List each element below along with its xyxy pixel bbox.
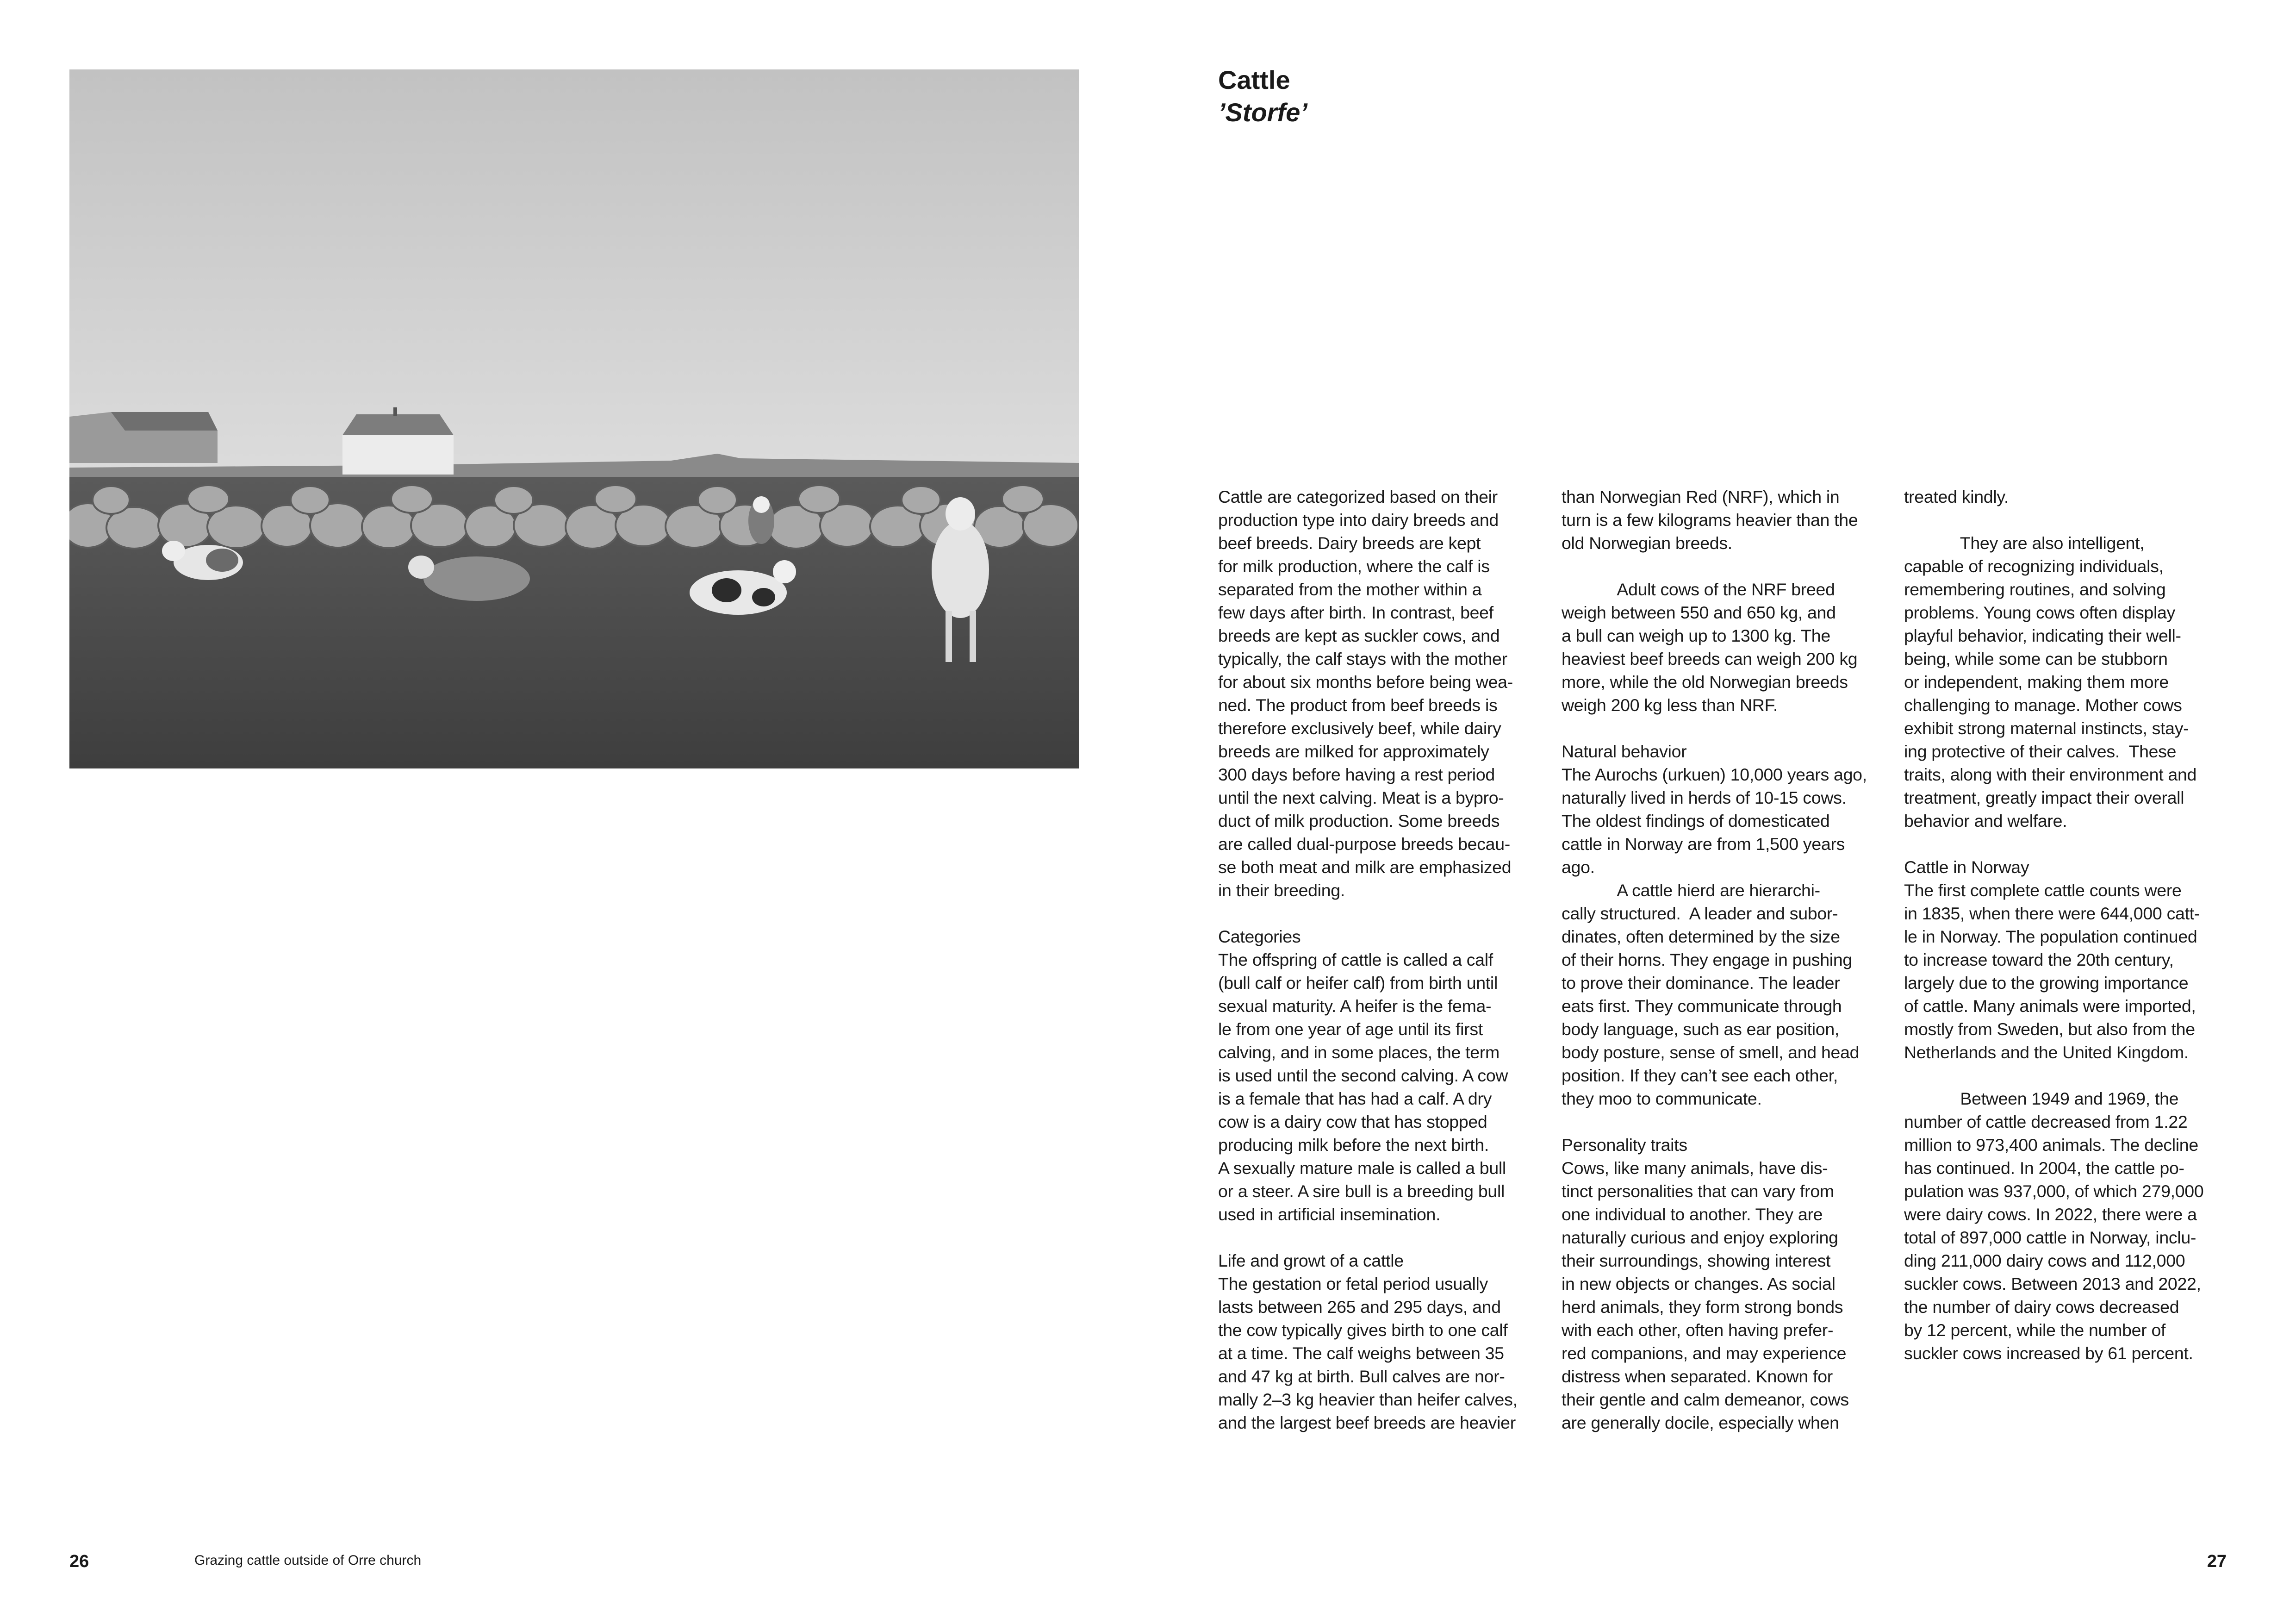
article-title: Cattle bbox=[1218, 65, 1290, 94]
text-line: or independent, making them more bbox=[1904, 672, 2169, 692]
text-line: they moo to communicate. bbox=[1562, 1089, 1762, 1108]
text-line: the number of dairy cows decreased bbox=[1904, 1297, 2179, 1317]
text-line: million to 973,400 animals. The decline bbox=[1904, 1135, 2198, 1155]
paragraph-gap bbox=[1218, 902, 1542, 925]
text-line: used in artificial insemination. bbox=[1218, 1205, 1441, 1224]
text-line: a bull can weigh up to 1300 kg. The bbox=[1562, 626, 1830, 645]
text-line: cally structured. A leader and subor- bbox=[1562, 904, 1838, 923]
text-line: treated kindly. bbox=[1904, 487, 2009, 506]
text-line: than Norwegian Red (NRF), which in bbox=[1562, 487, 1840, 506]
text-line: total of 897,000 cattle in Norway, inclu- bbox=[1904, 1228, 2196, 1247]
photo-caption: Grazing cattle outside of Orre church bbox=[194, 1553, 422, 1568]
text-line: in 1835, when there were 644,000 catt- bbox=[1904, 904, 2200, 923]
text-line: ago. bbox=[1562, 857, 1595, 877]
text-line: by 12 percent, while the number of bbox=[1904, 1320, 2166, 1340]
text-line: to prove their dominance. The leader bbox=[1562, 973, 1840, 993]
text-line: le in Norway. The population continued bbox=[1904, 927, 2197, 946]
text-line: ned. The product from beef breeds is bbox=[1218, 695, 1498, 715]
text-line: and 47 kg at birth. Bull calves are nor- bbox=[1218, 1367, 1505, 1386]
text-column-3 bbox=[1904, 485, 2234, 1365]
text-line: one individual to another. They are bbox=[1562, 1205, 1823, 1224]
text-line: cattle in Norway are from 1,500 years bbox=[1562, 834, 1845, 854]
text-line: naturally lived in herds of 10-15 cows. bbox=[1562, 788, 1847, 807]
text-line: capable of recognizing individuals, bbox=[1904, 556, 2164, 576]
text-line: their gentle and calm demeanor, cows bbox=[1562, 1390, 1849, 1409]
text-line: Cows, like many animals, have dis- bbox=[1562, 1158, 1828, 1178]
cattle-photo bbox=[69, 69, 1079, 768]
text-line: or a steer. A sire bull is a breeding bull bbox=[1218, 1181, 1505, 1201]
text-line: typically, the calf stays with the mother bbox=[1218, 649, 1507, 668]
text-line: mally 2–3 kg heavier than heifer calves, bbox=[1218, 1390, 1518, 1409]
text-line: red companions, and may experience bbox=[1562, 1343, 1847, 1363]
cattle-photo-image bbox=[69, 69, 1079, 768]
text-line: separated from the mother within a bbox=[1218, 580, 1482, 599]
text-line: suckler cows increased by 61 percent. bbox=[1904, 1343, 2193, 1363]
paragraph-gap bbox=[1562, 717, 1885, 740]
text-line: The oldest findings of domesticated bbox=[1562, 811, 1830, 831]
text-line: Life and growt of a cattle bbox=[1218, 1251, 1404, 1270]
text-line: calving, and in some places, the term bbox=[1218, 1043, 1500, 1062]
text-line: ding 211,000 dairy cows and 112,000 bbox=[1904, 1251, 2185, 1270]
text-line: weigh 200 kg less than NRF. bbox=[1562, 695, 1778, 715]
paragraph-gap bbox=[1218, 1226, 1542, 1249]
text-line: few days after birth. In contrast, beef bbox=[1218, 603, 1493, 622]
text-line: A cattle hierd are hierarchi- bbox=[1562, 881, 1820, 900]
text-line: to increase toward the 20th century, bbox=[1904, 950, 2174, 969]
text-line: of their horns. They engage in pushing bbox=[1562, 950, 1852, 969]
text-line: remembering routines, and solving bbox=[1904, 580, 2166, 599]
text-line: pulation was 937,000, of which 279,000 bbox=[1904, 1181, 2204, 1201]
text-line: behavior and welfare. bbox=[1904, 811, 2067, 831]
text-line: therefore exclusively beef, while dairy bbox=[1218, 718, 1501, 738]
text-line: number of cattle decreased from 1.22 bbox=[1904, 1112, 2188, 1131]
text-line: of cattle. Many animals were imported, bbox=[1904, 996, 2196, 1016]
text-line: until the next calving. Meat is a bypro- bbox=[1218, 788, 1504, 807]
text-line: lasts between 265 and 295 days, and bbox=[1218, 1297, 1501, 1317]
paragraph-gap bbox=[1904, 1064, 2234, 1087]
text-line: position. If they can’t see each other, bbox=[1562, 1066, 1838, 1085]
page-number-left: 26 bbox=[69, 1552, 89, 1571]
text-line: eats first. They communicate through bbox=[1562, 996, 1842, 1016]
text-line: weigh between 550 and 650 kg, and bbox=[1562, 603, 1836, 622]
text-line: Between 1949 and 1969, the bbox=[1904, 1089, 2179, 1108]
text-line: tinct personalities that can vary from bbox=[1562, 1181, 1834, 1201]
text-line: is used until the second calving. A cow bbox=[1218, 1066, 1508, 1085]
text-line: ing protective of their calves. These bbox=[1904, 742, 2177, 761]
text-line: is a female that has had a calf. A dry bbox=[1218, 1089, 1492, 1108]
text-line: breeds are kept as suckler cows, and bbox=[1218, 626, 1500, 645]
text-line: naturally curious and enjoy exploring bbox=[1562, 1228, 1838, 1247]
text-line: body posture, sense of smell, and head bbox=[1562, 1043, 1860, 1062]
paragraph-gap bbox=[1562, 1110, 1885, 1133]
text-line: The first complete cattle counts were bbox=[1904, 881, 2182, 900]
text-line: Cattle are categorized based on their bbox=[1218, 487, 1498, 506]
text-line: at a time. The calf weighs between 35 bbox=[1218, 1343, 1504, 1363]
text-line: Categories bbox=[1218, 927, 1301, 946]
text-line: producing milk before the next birth. bbox=[1218, 1135, 1489, 1155]
text-line: largely due to the growing importance bbox=[1904, 973, 2189, 993]
text-line: their surroundings, showing interest bbox=[1562, 1251, 1831, 1270]
text-line: are called dual-purpose breeds becau- bbox=[1218, 834, 1510, 854]
text-column-2 bbox=[1562, 485, 1885, 1434]
text-line: were dairy cows. In 2022, there were a bbox=[1904, 1205, 2197, 1224]
text-line: being, while some can be stubborn bbox=[1904, 649, 2168, 668]
paragraph-gap bbox=[1904, 508, 2234, 531]
text-line: in new objects or changes. As social bbox=[1562, 1274, 1836, 1293]
text-line: treatment, greatly impact their overall bbox=[1904, 788, 2184, 807]
text-line: Personality traits bbox=[1562, 1135, 1687, 1155]
text-column-1 bbox=[1218, 485, 1542, 1434]
text-line: They are also intelligent, bbox=[1904, 533, 2145, 553]
text-line: The Aurochs (urkuen) 10,000 years ago, bbox=[1562, 765, 1867, 784]
text-line: le from one year of age until its first bbox=[1218, 1019, 1483, 1039]
text-line: in their breeding. bbox=[1218, 881, 1345, 900]
text-line: suckler cows. Between 2013 and 2022, bbox=[1904, 1274, 2201, 1293]
paragraph-gap bbox=[1562, 555, 1885, 578]
text-line: duct of milk production. Some breeds bbox=[1218, 811, 1500, 831]
text-line: problems. Young cows often display bbox=[1904, 603, 2176, 622]
text-line: and the largest beef breeds are heavier bbox=[1218, 1413, 1516, 1432]
text-line: challenging to manage. Mother cows bbox=[1904, 695, 2182, 715]
text-line: The gestation or fetal period usually bbox=[1218, 1274, 1488, 1293]
text-line: dinates, often determined by the size bbox=[1562, 927, 1840, 946]
text-line: cow is a dairy cow that has stopped bbox=[1218, 1112, 1487, 1131]
text-line: for milk production, where the calf is bbox=[1218, 556, 1490, 576]
text-line: exhibit strong maternal instincts, stay- bbox=[1904, 718, 2189, 738]
text-line: Cattle in Norway bbox=[1904, 857, 2029, 877]
text-line: Netherlands and the United Kingdom. bbox=[1904, 1043, 2189, 1062]
text-line: turn is a few kilograms heavier than the bbox=[1562, 510, 1858, 530]
text-line: breeds are milked for approximately bbox=[1218, 742, 1489, 761]
paragraph-gap bbox=[1904, 832, 2234, 856]
text-line: beef breeds. Dairy breeds are kept bbox=[1218, 533, 1481, 553]
text-line: for about six months before being wea- bbox=[1218, 672, 1513, 692]
text-line: Adult cows of the NRF breed bbox=[1562, 580, 1835, 599]
text-line: the cow typically gives birth to one calf bbox=[1218, 1320, 1508, 1340]
text-line: are generally docile, especially when bbox=[1562, 1413, 1839, 1432]
text-line: old Norwegian breeds. bbox=[1562, 533, 1732, 553]
text-line: A sexually mature male is called a bull bbox=[1218, 1158, 1506, 1178]
text-line: The offspring of cattle is called a calf bbox=[1218, 950, 1493, 969]
text-line: more, while the old Norwegian breeds bbox=[1562, 672, 1848, 692]
text-line: mostly from Sweden, but also from the bbox=[1904, 1019, 2195, 1039]
text-line: (bull calf or heifer calf) from birth until bbox=[1218, 973, 1498, 993]
text-line: se both meat and milk are emphasized bbox=[1218, 857, 1512, 877]
text-line: with each other, often having prefer- bbox=[1562, 1320, 1834, 1340]
text-line: body language, such as ear position, bbox=[1562, 1019, 1840, 1039]
article-heading bbox=[1218, 64, 1307, 129]
text-line: 300 days before having a rest period bbox=[1218, 765, 1495, 784]
text-line: heaviest beef breeds can weigh 200 kg bbox=[1562, 649, 1858, 668]
text-line: Natural behavior bbox=[1562, 742, 1687, 761]
text-line: playful behavior, indicating their well- bbox=[1904, 626, 2181, 645]
text-line: sexual maturity. A heifer is the fema- bbox=[1218, 996, 1492, 1016]
text-line: has continued. In 2004, the cattle po- bbox=[1904, 1158, 2184, 1178]
text-line: distress when separated. Known for bbox=[1562, 1367, 1833, 1386]
text-line: herd animals, they form strong bonds bbox=[1562, 1297, 1843, 1317]
page-number-right: 27 bbox=[2207, 1552, 2227, 1571]
article-subtitle: ’Storfe’ bbox=[1218, 98, 1307, 127]
text-line: production type into dairy breeds and bbox=[1218, 510, 1499, 530]
text-line: traits, along with their environment and bbox=[1904, 765, 2197, 784]
